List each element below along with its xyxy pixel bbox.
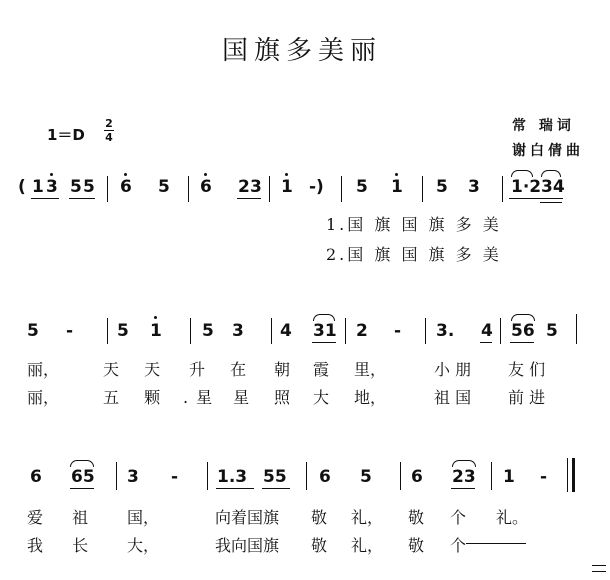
bar-line [116,462,117,490]
note: 6 [200,177,212,197]
slur [511,314,535,321]
lyric-verse-1: 1.国 旗 国 旗 多 美 [326,215,502,234]
note: 3 [232,321,244,341]
beam-underline [480,342,492,343]
beam-underline [237,198,261,199]
lyric-verse-2-word: 我向国旗 [215,536,280,555]
lyric-verse-2-word: 祖 国 [434,388,472,407]
lyric-verse-1-word: 丽， [27,360,60,379]
high-octave-dot [50,173,53,176]
note: 34 [541,177,565,197]
beam-underline [451,488,475,489]
note: 55 [263,467,287,487]
song-title: 国旗多美丽 [222,36,383,66]
slur [511,170,533,177]
note: 3 [127,467,139,487]
slur [70,460,94,467]
bar-line [269,176,270,202]
note: 5 [202,321,214,341]
note: 1 [391,177,403,197]
beam-underline [262,488,290,489]
note: 31 [313,321,337,341]
lyric-verse-2-word: .星 星 [183,388,258,407]
high-octave-dot [395,173,398,176]
bar-line [502,176,503,202]
margin-mark [592,571,606,572]
note: 1 [281,177,293,197]
time-signature-denominator: 4 [105,131,113,144]
note: 3. [436,321,455,341]
slur [452,460,476,467]
high-octave-dot [204,173,207,176]
extension-line [466,543,526,544]
bar-line [400,462,401,490]
lyric-verse-2-word: 丽， [27,388,60,407]
margin-mark [592,565,606,566]
time-signature-numerator: 2 [105,117,113,130]
note: 5 [158,177,170,197]
note: 3 [250,177,262,197]
note: 4 [280,321,292,341]
lyric-verse-2-word: 大， [127,536,160,555]
bar-line [107,318,108,344]
note: 65 [71,467,95,487]
note: - [66,321,74,341]
note: 3 [46,177,58,197]
lyric-verse-2-word: 前 进 [508,388,546,407]
lyric-verse-2-word: 照 [274,388,291,407]
bar-line [107,176,108,202]
lyric-verse-1-word: 向着国旗 [215,508,280,527]
final-thick-bar [572,458,575,492]
lyric-verse-1-word: 里， [354,360,387,379]
bar-line [576,314,577,344]
bar-line [425,318,426,344]
lyric-verse-1-word: 国， [127,508,160,527]
composer-credit: 谢白倩曲 [512,143,584,159]
note: 5 [83,177,95,197]
note: - [394,321,402,341]
lyric-verse-1-word: 霞 [313,360,330,379]
bar-line [188,176,189,202]
note: 1.3 [217,467,248,487]
note: 5 [360,467,372,487]
note: - [540,467,548,487]
beam-underline [31,198,59,199]
bar-line [500,318,501,344]
note: 5 [356,177,368,197]
lyric-verse-2-word: 大 [313,388,330,407]
note: 56 [511,321,535,341]
lyric-verse-1-word: 礼， [351,508,384,527]
note: ( [18,177,26,197]
bar-line [491,462,492,490]
note: 6 [30,467,42,487]
slur [541,170,561,177]
note: 3 [468,177,480,197]
lyric-verse-1-word: 爱 祖 [27,508,101,527]
beam-underline [312,342,336,343]
note: 2 [238,177,250,197]
lyric-verse-1-word: 敬 [408,508,425,527]
high-octave-dot [285,173,288,176]
note: 5 [436,177,448,197]
high-octave-dot [154,316,157,319]
final-thin-bar [567,458,568,492]
key-signature: 1＝D [47,126,85,144]
note: 1 [150,321,162,341]
slur [313,314,335,321]
high-octave-dot [124,173,127,176]
lyricist-credit: 常 瑞词 [512,118,575,134]
lyric-verse-2-word: 礼， [351,536,384,555]
note: 5 [70,177,82,197]
lyric-verse-1-word: 小 朋 [434,360,472,379]
lyric-verse-1-word: 朝 [274,360,291,379]
lyric-verse-2-word: 敬 [311,536,328,555]
lyric-verse-2: 2.国 旗 国 旗 多 美 [326,245,502,264]
note: 5 [27,321,39,341]
note: 5 [117,321,129,341]
note: - [171,467,179,487]
bar-line [190,318,191,344]
beam-underline [69,198,95,199]
note: 23 [452,467,476,487]
lyric-verse-2-word: 个 [450,536,467,555]
lyric-verse-2-word: 五 颗 [103,388,171,407]
note: -) [309,177,324,197]
note: 6 [411,467,423,487]
bar-line [422,176,423,202]
lyric-verse-1-word: 礼。 [496,508,529,527]
note: 6 [319,467,331,487]
lyric-verse-1-word: 敬 [311,508,328,527]
lyric-verse-1-word: 友 们 [508,360,546,379]
bar-line [341,176,342,202]
note: 4 [481,321,493,341]
bar-line [271,318,272,344]
lyric-verse-2-word: 地， [354,388,387,407]
bar-line [306,462,307,490]
note: 1 [32,177,44,197]
lyric-verse-1-word: 天 天 [103,360,171,379]
lyric-verse-2-word: 我 长 [27,536,101,555]
note: 5 [546,321,558,341]
beam-underline [510,342,534,343]
note: 1·2 [511,177,542,197]
note: 6 [120,177,132,197]
bar-line [207,462,208,490]
beam-underline [70,488,94,489]
beam-underline [509,198,563,199]
note: 2 [356,321,368,341]
bar-line [345,318,346,344]
lyric-verse-1-word: 个 [450,508,467,527]
beam-underline [540,202,562,203]
note: 1 [503,467,515,487]
lyric-verse-1-word: 升 在 [189,360,257,379]
beam-underline [216,488,254,489]
lyric-verse-2-word: 敬 [408,536,425,555]
